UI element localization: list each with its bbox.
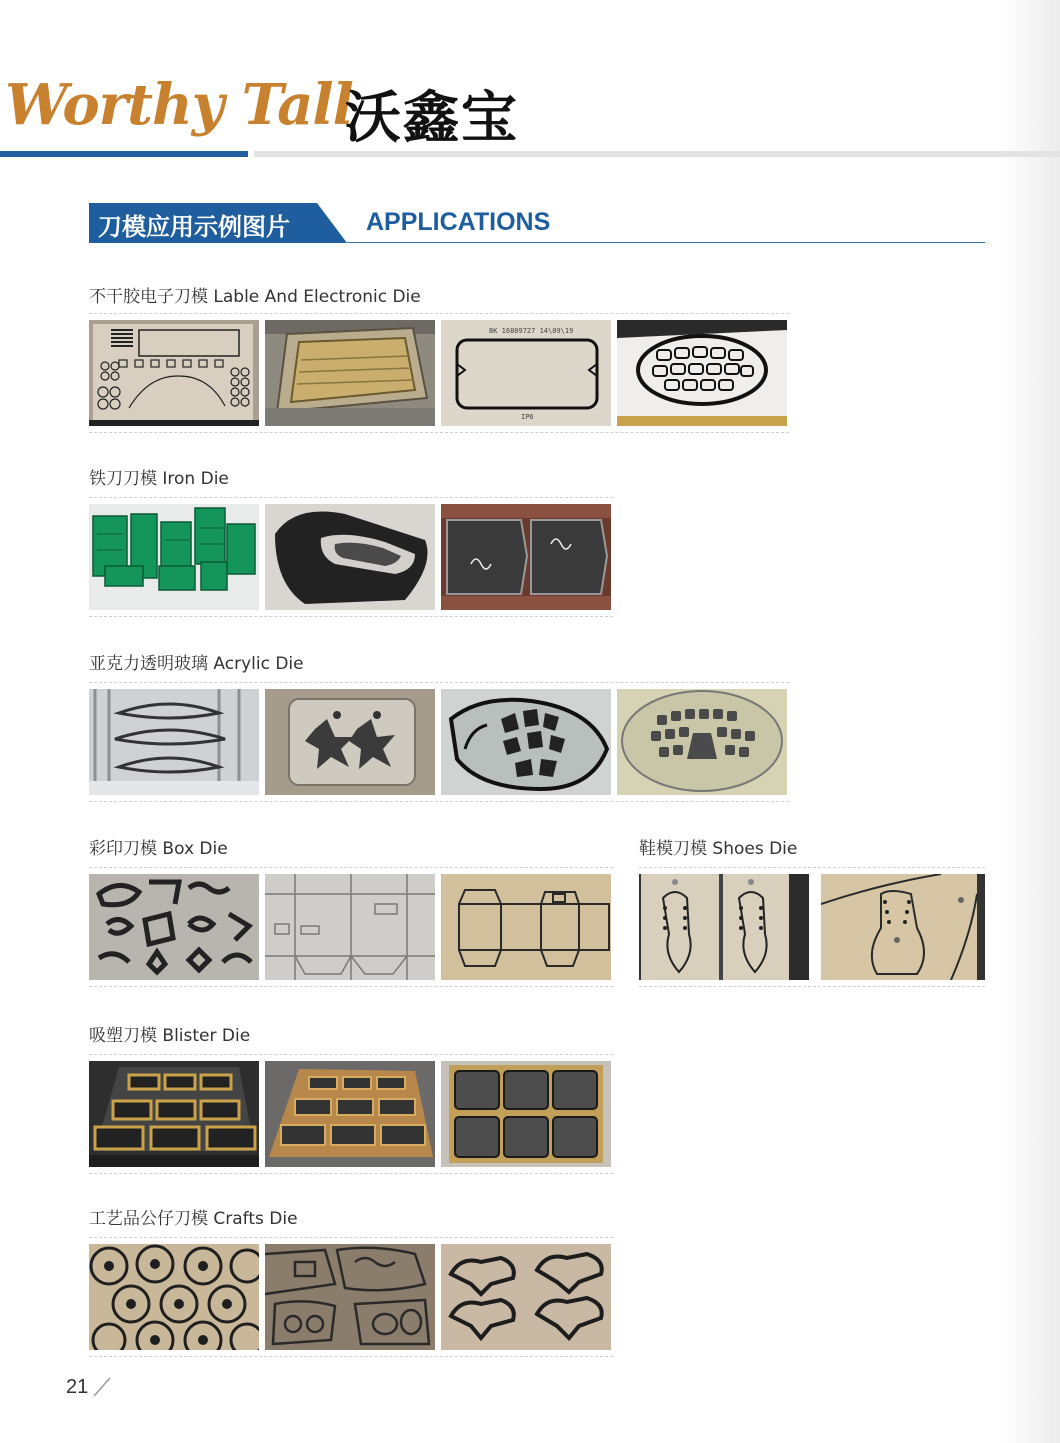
photo-label-die-panel: [89, 320, 259, 426]
photo-box-flat-die: [265, 874, 435, 980]
photo-row: [89, 504, 613, 610]
group-title: 亚克力透明玻璃 Acrylic Die: [89, 654, 304, 674]
dashed-divider: [89, 986, 613, 987]
photo-brass-tray-die: [265, 320, 435, 426]
photo-row: [89, 689, 789, 795]
photo-crafts-pattern-die: [265, 1244, 435, 1350]
group-blister-die: [89, 1021, 613, 1174]
photo-crafts-animal-die: [441, 1244, 611, 1350]
group-label-electronic-die: [89, 282, 789, 433]
group-acrylic-die: [89, 649, 789, 802]
dashed-divider: [89, 1356, 613, 1357]
group-title: 吸塑刀模 Blister Die: [89, 1026, 251, 1046]
group-title: 铁刀刀模 Iron Die: [89, 469, 229, 489]
dashed-divider: [89, 616, 613, 617]
page-edge-shadow: [1000, 0, 1060, 1443]
header-rule-accent: [0, 151, 248, 157]
brand-chinese-name: 沃鑫宝: [345, 85, 519, 151]
dashed-divider: [89, 497, 613, 498]
photo-keypad-die: [617, 320, 787, 426]
photo-box-plywood-die: [441, 874, 611, 980]
die-code-label: BK 16809727 14\09\19: [489, 327, 574, 335]
photo-shoe-insole-die: [265, 504, 435, 610]
photo-blister-top-view: [441, 1061, 611, 1167]
photo-blister-wood-frame: [265, 1061, 435, 1167]
photo-phone-shape-die: [441, 320, 611, 426]
dashed-divider: [89, 313, 789, 314]
photo-row: [89, 874, 613, 980]
dashed-divider: [89, 432, 789, 433]
photo-box-shape-dies: [89, 874, 259, 980]
photo-acrylic-stacked-dies: [89, 689, 259, 795]
die-model-label: IP6: [521, 413, 534, 421]
photo-acrylic-sole-die: [441, 689, 611, 795]
photo-shoe-upper-dies: [639, 874, 809, 980]
photo-blister-tray-die: [89, 1061, 259, 1167]
dashed-divider: [89, 867, 613, 868]
page-number: 21: [66, 1376, 89, 1398]
group-title: 工艺品公仔刀模 Crafts Die: [89, 1209, 298, 1229]
page-number-slash: [92, 1374, 114, 1398]
dashed-divider: [89, 1173, 613, 1174]
photo-row: [89, 1061, 613, 1167]
dashed-divider: [639, 867, 985, 868]
section-title-chinese: 刀模应用示例图片: [98, 213, 290, 241]
photo-shoe-plywood-die: [821, 874, 985, 980]
group-crafts-die: [89, 1204, 613, 1357]
dashed-divider: [89, 682, 789, 683]
dashed-divider: [89, 1054, 613, 1055]
section-title-underline: [347, 242, 985, 243]
group-title: 鞋模刀模 Shoes Die: [639, 839, 798, 859]
dashed-divider: [89, 1237, 613, 1238]
photo-crafts-flower-die: [89, 1244, 259, 1350]
dashed-divider: [89, 801, 789, 802]
group-shoes-die: [639, 834, 985, 987]
section-title-english: APPLICATIONS: [366, 208, 551, 236]
group-title: 彩印刀模 Box Die: [89, 839, 228, 859]
brand-logo-text: Worthy Tall: [5, 72, 353, 138]
dashed-divider: [639, 986, 985, 987]
photo-acrylic-shoe-sole: [617, 689, 787, 795]
photo-row: [89, 1244, 613, 1350]
group-title: 不干胶电子刀模 Lable And Electronic Die: [89, 287, 421, 307]
header-rule: [254, 151, 1060, 157]
group-iron-die: [89, 464, 613, 617]
photo-row: [639, 874, 985, 980]
photo-row: [89, 320, 789, 426]
group-box-die: [89, 834, 613, 987]
photo-acrylic-star-die: [265, 689, 435, 795]
photo-leather-chain-die: [441, 504, 611, 610]
photo-green-iron-dies: [89, 504, 259, 610]
